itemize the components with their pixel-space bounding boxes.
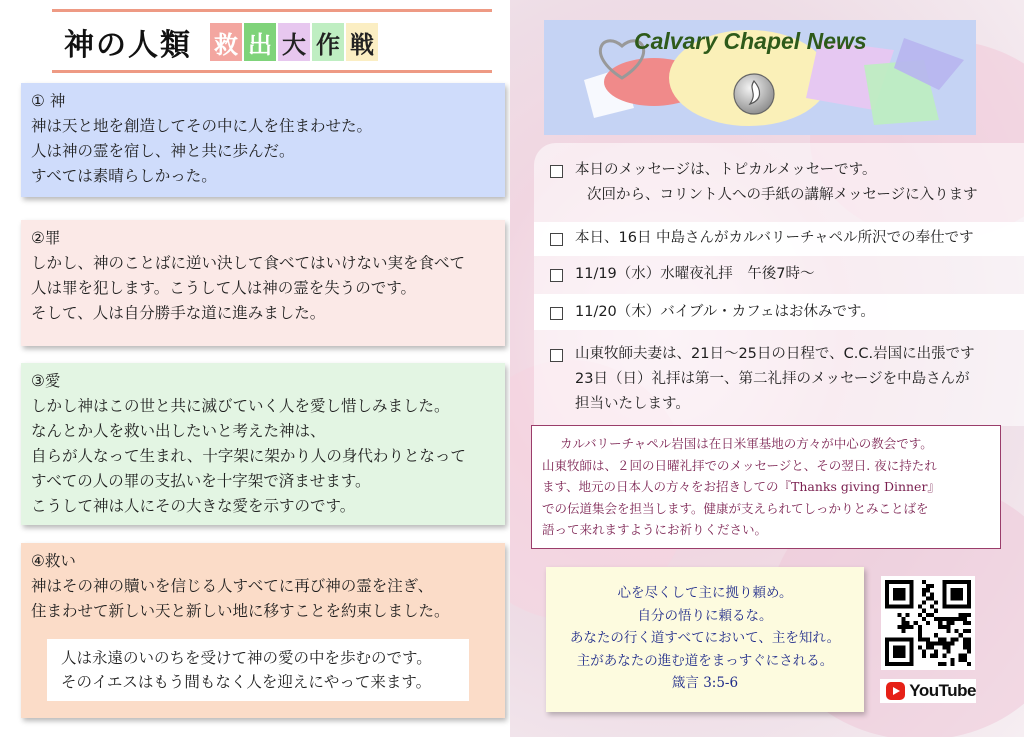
section-heading: ②罪 xyxy=(31,229,61,247)
section-god xyxy=(21,83,505,197)
title-divider xyxy=(52,70,492,73)
news-text: 本日のメッセージは、トピカルメッセーです。 xyxy=(575,162,877,178)
qr-code-icon[interactable] xyxy=(881,576,975,670)
qr-code-graphic xyxy=(885,580,971,666)
notice-text: 山東牧師は、２回の日曜礼拝でのメッセージと、その翌日. 夜に持たれ xyxy=(542,457,937,473)
top-divider xyxy=(52,9,492,12)
youtube-label: YouTube xyxy=(909,681,976,700)
highlight-text: 人は永遠のいのちを受けて神の愛の中を歩むのです。 xyxy=(61,649,432,667)
news-text: 山東牧師夫妻は、21日〜25日の日程で、C.C.岩国に出張です xyxy=(575,346,975,362)
news-item xyxy=(534,342,1024,417)
section-sin xyxy=(21,220,505,346)
section-text: すべては素晴らしかった。 xyxy=(31,167,217,185)
news-text: 本日、16日 中島さんがカルバリーチャペル所沢での奉仕です xyxy=(575,230,974,246)
youtube-link[interactable] xyxy=(880,679,976,703)
verse-text: あなたの行く道すべてにおいて、主を知れ。 xyxy=(569,630,841,646)
notice-text: での伝道集会を担当します。健康が支えられてしっかりとみことばを xyxy=(542,500,929,516)
section-text: 住まわせて新しい天と新しい地に移すことを約束しました。 xyxy=(31,602,450,620)
section-text: そして、人は自分勝手な道に進みました。 xyxy=(31,304,326,322)
section-text: こうして神は人にその大きな愛を示すのです。 xyxy=(31,497,356,515)
news-item xyxy=(534,158,1024,208)
news-text: 23日（日）礼拝は第一、第二礼拝のメッセージを中島さんが xyxy=(575,371,970,387)
title-char-1: 救 xyxy=(210,23,242,61)
youtube-play-icon xyxy=(886,682,905,700)
checkbox-icon xyxy=(550,269,563,282)
news-item xyxy=(534,294,1024,330)
section-text: 人は罪を犯します。こうして人は神の霊を失うのです。 xyxy=(31,279,417,297)
section-heading: ③愛 xyxy=(31,372,61,390)
verse-text: 心を尽くして主に拠り頼め。 xyxy=(617,585,793,601)
title-char-4: 作 xyxy=(312,23,344,61)
title-char-2: 出 xyxy=(244,23,276,61)
news-item xyxy=(534,262,1024,287)
news-banner xyxy=(544,20,976,135)
verse-text: 主があなたの進む道をまっすぐにされる。 xyxy=(576,652,834,669)
section-text: 人は神の霊を宿し、神と共に歩んだ。 xyxy=(31,142,295,160)
news-text: 11/19（水）水曜夜礼拝 午後7時〜 xyxy=(575,266,815,282)
checkbox-icon xyxy=(550,349,563,362)
right-column xyxy=(510,0,1024,737)
notice-text: 語って来れますようにお祈りください。 xyxy=(542,522,768,537)
section-love xyxy=(21,363,505,525)
section-salvation xyxy=(21,543,505,718)
section-text: 神は天と地を創造してその中に人を住まわせた。 xyxy=(31,117,373,135)
checkbox-icon xyxy=(550,307,563,320)
section-text: しかし神はこの世と共に滅びていく人を愛し惜しみました。 xyxy=(31,397,450,415)
title-char-3: 大 xyxy=(278,23,310,61)
highlight-box xyxy=(47,639,469,701)
bible-verse-card xyxy=(546,567,864,712)
news-text: 担当いたします。 xyxy=(575,396,690,412)
news-title: Calvary Chapel News xyxy=(634,28,867,54)
notice-text: カルバリーチャペル岩国は在日米軍基地の方々が中心の教会です。 xyxy=(560,436,933,451)
section-heading: ① 神 xyxy=(31,92,66,110)
section-heading: ④救い xyxy=(31,552,76,570)
news-item xyxy=(534,222,1024,256)
section-text: なんとか人を救い出したいと考えた神は、 xyxy=(31,422,326,440)
left-column xyxy=(0,0,510,737)
news-text: 次回から、コリント人への手紙の講解メッセージに入ります xyxy=(587,187,978,203)
section-text: 神はその神の贖いを信じる人すべてに再び神の霊を注ぎ、 xyxy=(31,577,434,595)
checkbox-icon xyxy=(550,165,563,178)
section-text: しかし、神のことばに逆い決して食べてはいけない実を食べて xyxy=(31,254,466,272)
news-text: 11/20（木）バイブル・カフェはお休みです。 xyxy=(575,304,875,320)
title-char-5: 戦 xyxy=(346,23,378,61)
page-title xyxy=(64,20,378,64)
flame-logo-icon xyxy=(732,72,776,116)
verse-reference: 箴言 3:5-6 xyxy=(671,675,739,691)
checkbox-icon xyxy=(550,233,563,246)
verse-text: 自分の悟りに頼るな。 xyxy=(637,607,773,624)
section-text: 自らが人なって生まれ、十字架に架かり人の身代わりとなって xyxy=(31,447,466,465)
title-main: 神の人類 xyxy=(64,28,192,63)
highlight-text: そのイエスはもう間もなく人を迎えにやって来ます。 xyxy=(61,673,432,691)
notice-box xyxy=(531,425,1001,549)
section-text: すべての人の罪の支払いを十字架で済ませます。 xyxy=(31,472,371,490)
notice-text: ます、地元の日本人の方々をお招きしての『Thanks giving Dinner』 xyxy=(542,479,940,494)
